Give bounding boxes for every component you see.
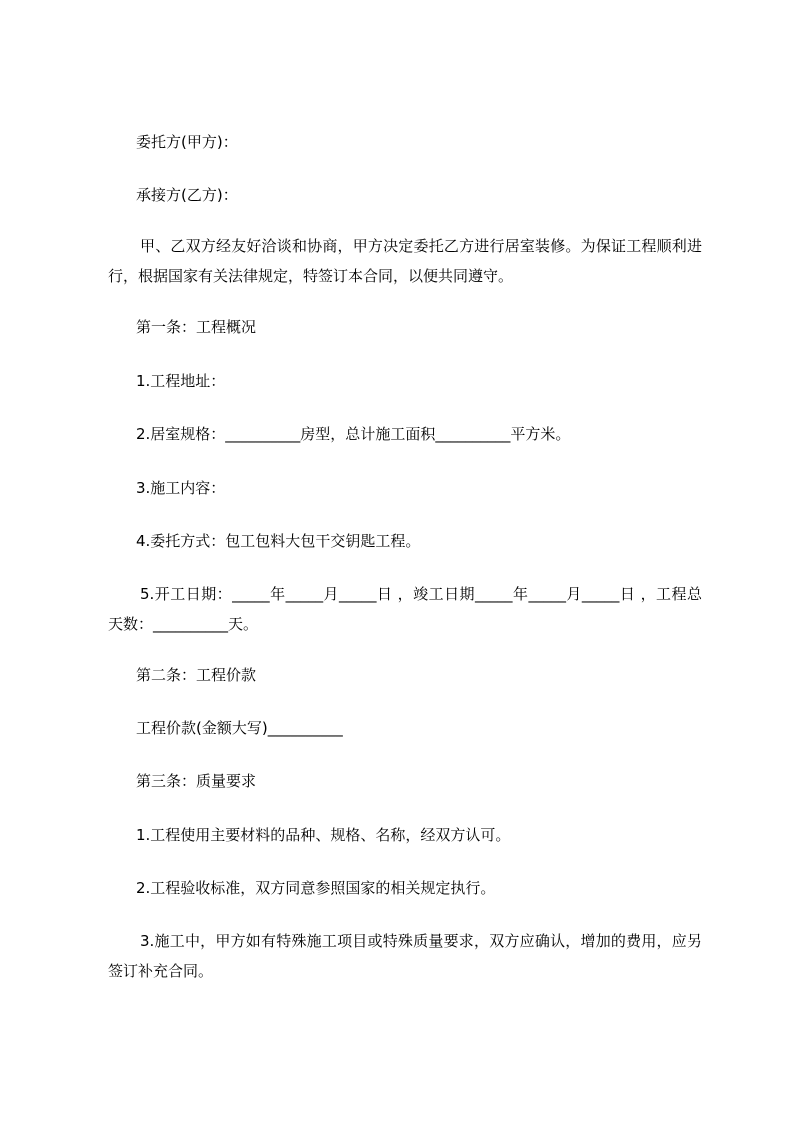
article-1-title: 第一条：工程概况 (136, 318, 257, 336)
party-a-label: 委托方(甲方)： (136, 133, 238, 151)
party-b-label: 承接方(乙方)： (136, 186, 238, 204)
article-1-item-2: 2.居室规格：__________房型，总计施工面积__________平方米。 (136, 425, 571, 443)
article-1-item-3: 3.施工内容： (136, 479, 226, 497)
article-3-item-3: 3.施工中，甲方如有特殊施工项目或特殊质量要求，双方应确认，增加的费用，应另签订补充合同。 (108, 932, 702, 980)
article-3-item-1: 1.工程使用主要材料的品种、规格、名称，经双方认可。 (136, 826, 511, 844)
article-2-title: 第二条：工程价款 (136, 666, 257, 684)
article-3-item-2: 2.工程验收标准，双方同意参照国家的相关规定执行。 (136, 879, 496, 897)
article-1-item-1: 1.工程地址： (136, 372, 226, 390)
article-3-title: 第三条：质量要求 (136, 772, 257, 790)
article-1-item-4: 4.委托方式：包工包料大包干交钥匙工程。 (136, 532, 421, 550)
article-1-item-5: 5.开工日期：_____年_____月_____日 ，竣工日期_____年_____月_____日 ，工程总天数：__________天。 (108, 585, 702, 633)
article-2-price: 工程价款(金额大写)__________ (136, 719, 343, 737)
intro-paragraph: 甲、乙双方经友好洽谈和协商，甲方决定委托乙方进行居室装修。为保证工程顺利进行，根据国家有关法律规定，特签订本合同，以便共同遵守。 (108, 237, 702, 285)
